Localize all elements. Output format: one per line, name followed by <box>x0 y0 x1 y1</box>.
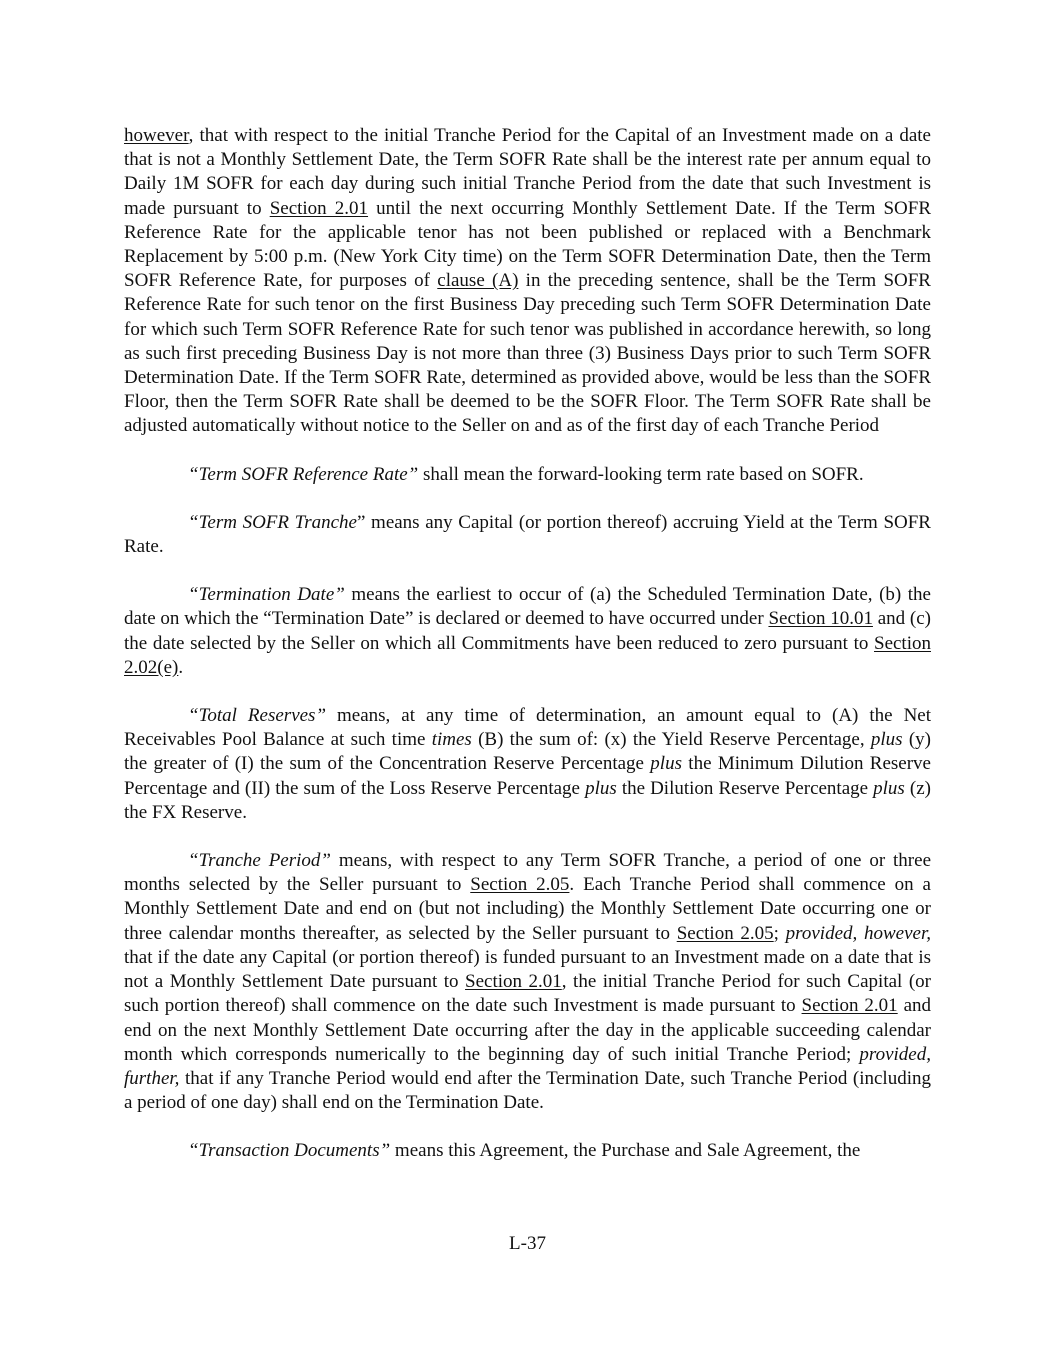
underlined-however: however <box>124 125 189 146</box>
defined-term: “Transaction Documents” <box>188 1140 391 1162</box>
section-reference: Section 2.01 <box>465 971 562 993</box>
defined-term: “Total Reserves” <box>188 705 327 727</box>
section-reference: Section 2.01 <box>269 197 369 219</box>
definition-total-reserves: “Total Reserves” means, at any time of determination, an amount equal to (A) the Net Receivables Pool Balance at such time times (B) the sum of: (x) the Yield Reserve Percentage, plus (y) the greater of (I) the sum of the Concentration Reserve Percentage plus the Minimum Dilution Reserve Percentage and (II) the sum of the Loss Reserve Percentage plus the Dilution Reserve Percentage plus (z) the FX Reserve. <box>124 705 931 823</box>
definition-term-sofr-reference-rate: “Term SOFR Reference Rate” shall mean the forward-looking term rate based on SOFR. <box>188 463 864 485</box>
section-reference: Section 2.02(e) <box>124 632 931 678</box>
definition-termination-date: “Termination Date” means the earliest to occur of (a) the Scheduled Termination Date, (b) the date on which the “Termination Date” is declared or deemed to have occurred under Section 10.01 and (c) the date selected by the Seller on which all Commitments have been reduced to zero pursuant to Section 2.02(e). <box>124 584 931 678</box>
section-reference: Section 2.05 <box>676 922 774 944</box>
definition-tranche-period: “Tranche Period” means, with respect to any Term SOFR Tranche, a period of one or three months selected by the Seller pursuant to Section 2.05. Each Tranche Period shall commence on a Monthly Settlement Date and end on (but not including) the Monthly Settlement Date occurring one or three calendar months thereafter, as selected by the Seller pursuant to Section 2.05; provided, however, that if the date any Capital (or portion thereof) is funded pursuant to an Investment made on a date that is not a Monthly Settlement Date pursuant to Section 2.01, the initial Tranche Period for such Capital (or such portion thereof) shall commence on the date such Investment is made pursuant to Section 2.01 and end on the next Monthly Settlement Date occurring after the day in the applicable succeeding calendar month which corresponds numerically to the beginning day of such initial Tranche Period; provided, further, that if any Tranche Period would end after the Termination Date, such Tranche Period (including a period of one day) shall end on the Termination Date. <box>124 850 932 1114</box>
defined-term: “Termination Date” <box>188 584 345 606</box>
definition-transaction-documents: “Transaction Documents” means this Agreement, the Purchase and Sale Agreement, the <box>188 1140 861 1162</box>
defined-term: “Term SOFR Reference Rate” <box>188 463 419 485</box>
clause-reference: clause (A) <box>437 270 519 292</box>
section-reference: Section 10.01 <box>768 608 873 630</box>
paragraph-term-sofr-rate-continued: however, that with respect to the initial Tranche Period for the Capital of an Investment made on a date that is not a Monthly Settlement Date, the Term SOFR Rate shall be the interest rate per annum equal to Daily 1M SOFR for each day during such initial Tranche Period from the date that such Investment is made pursuant to Section 2.01 until the next occurring Monthly Settlement Date. If the Term SOFR Reference Rate for the applicable tenor has not been published or replaced with a Benchmark Replacement by 5:00 p.m. (New York City time) on the Term SOFR Determination Date, then the Term SOFR Reference Rate, for purposes of clause (A) in the preceding sentence, shall be the Term SOFR Reference Rate for such tenor on the first Business Day preceding such Term SOFR Determination Date for which such Term SOFR Reference Rate for such tenor was published in accordance herewith, so long as such first preceding Business Day is not more than three (3) Business Days prior to such Term SOFR Determination Date. If the Term SOFR Rate, determined as provided above, would be less than the SOFR Floor, then the Term SOFR Rate shall be deemed to be the SOFR Floor. The Term SOFR Rate shall be adjusted automatically without notice to the Seller on and as of the first day of each Tranche Period <box>124 125 931 437</box>
definition-term-sofr-tranche: “Term SOFR Tranche” means any Capital (or portion thereof) accruing Yield at the Term SOFR Rate. <box>124 511 931 558</box>
page-number: L-37 <box>509 1233 546 1254</box>
document-body <box>124 124 931 1164</box>
section-reference: Section 2.05 <box>470 874 570 896</box>
defined-term: “Tranche Period” <box>188 850 331 872</box>
defined-term: “Term SOFR Tranche <box>188 511 357 533</box>
section-reference: Section 2.01 <box>801 995 898 1017</box>
